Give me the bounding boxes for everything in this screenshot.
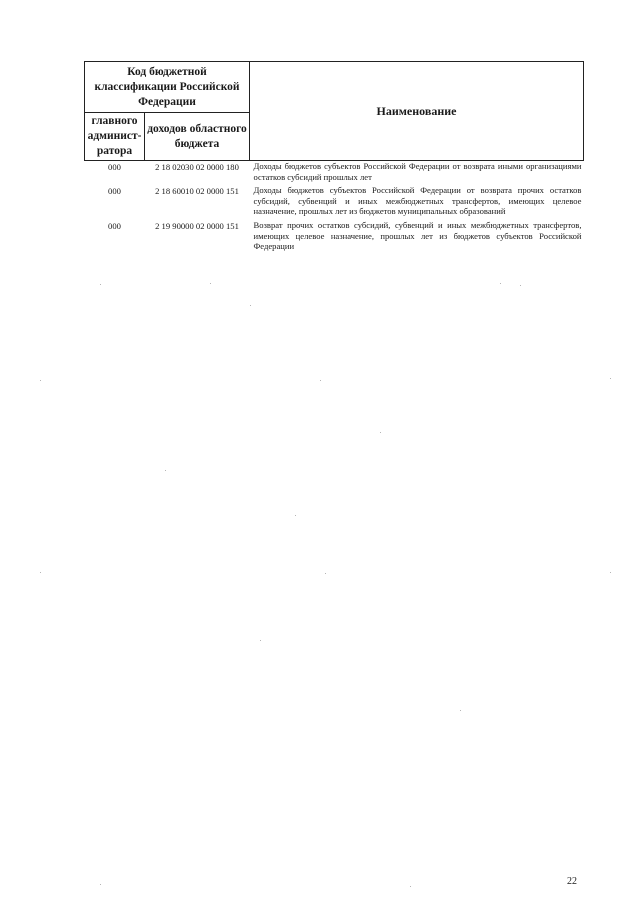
scan-speck: [410, 886, 411, 887]
scan-speck: [210, 283, 211, 284]
scan-speck: [40, 380, 41, 381]
scan-speck: [295, 515, 296, 516]
header-regional-budget-income: доходов областного бюджета: [145, 113, 250, 161]
row-admin-code: 000: [108, 186, 121, 197]
row-admin-code: 000: [108, 220, 121, 231]
scan-speck: [500, 283, 501, 284]
header-budget-code-group: Код бюджетной классификации Российской Федерации: [85, 62, 250, 113]
page-number: 22: [567, 876, 577, 887]
scan-speck: [380, 432, 381, 433]
budget-classification-table: [84, 61, 584, 255]
scan-speck: [40, 572, 41, 573]
scan-speck: [250, 305, 251, 306]
row-name: Возврат прочих остатков субсидий, субвенций и иных межбюджетных трансфертов, имеющих целевое назначение, прошлых лет из бюджетов субъектов Российской Федерации: [253, 219, 582, 252]
scan-speck: [460, 710, 461, 711]
scan-speck: [325, 573, 326, 574]
row-budget-code: 2 18 60010 02 0000 151: [155, 186, 239, 197]
row-budget-code: 2 18 02030 02 0000 180: [155, 162, 239, 172]
row-budget-code: 2 19 90000 02 0000 151: [155, 220, 239, 231]
table-row: [85, 185, 584, 220]
header-main-administrator: главного админист-ратора: [85, 113, 145, 161]
table-row: [85, 220, 584, 255]
scan-speck: [260, 640, 261, 641]
row-admin-code: 000: [108, 162, 121, 172]
table-row: [85, 161, 584, 186]
row-name: Доходы бюджетов субъектов Российской Федерации от возврата иными организациями остатков субсидий прошлых лет: [253, 161, 582, 182]
scan-speck: [610, 572, 611, 573]
scan-speck: [610, 378, 611, 379]
scan-speck: [320, 380, 321, 381]
row-name: Доходы бюджетов субъектов Российской Федерации от возврата прочих остатков субсидий, субвенций и иных межбюджетных трансфертов, имеющих целевое назначение, прошлых лет из бюджетов муниципальных образований: [253, 185, 582, 217]
scan-speck: [520, 285, 521, 286]
scan-speck: [100, 884, 101, 885]
scan-speck: [165, 470, 166, 471]
scan-speck: [100, 284, 101, 285]
header-name: Наименование: [250, 62, 584, 161]
